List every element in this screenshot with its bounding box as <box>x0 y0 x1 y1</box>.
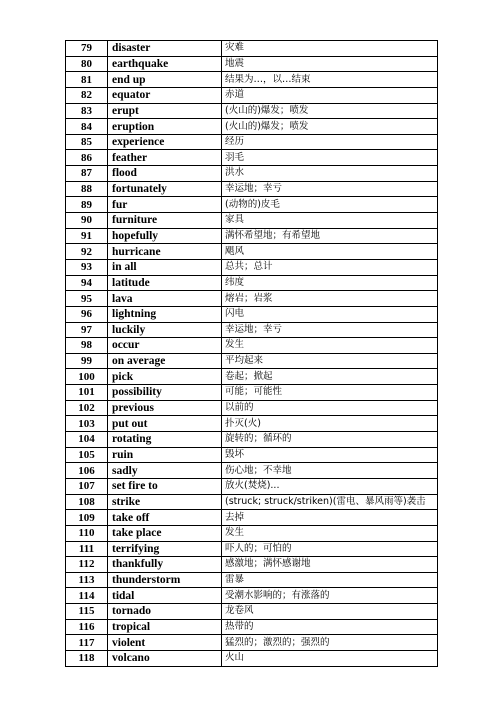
entry-number: 111 <box>66 541 108 557</box>
table-row <box>66 306 438 322</box>
entry-word: fur <box>108 197 222 213</box>
table-row <box>66 119 438 135</box>
entry-meaning: 羽毛 <box>222 150 438 166</box>
entry-word: thunderstorm <box>108 572 222 588</box>
entry-meaning: 总共；总计 <box>222 259 438 275</box>
table-row <box>66 432 438 448</box>
entry-word: terrifying <box>108 541 222 557</box>
entry-number: 92 <box>66 244 108 260</box>
entry-meaning: 以前的 <box>222 400 438 416</box>
entry-word: thankfully <box>108 557 222 573</box>
table-row <box>66 134 438 150</box>
entry-meaning: 去掉 <box>222 510 438 526</box>
table-row <box>66 494 438 510</box>
table-row <box>66 213 438 229</box>
entry-meaning: 幸运地；幸亏 <box>222 322 438 338</box>
entry-word: tornado <box>108 604 222 620</box>
entry-word: furniture <box>108 213 222 229</box>
entry-meaning: 飓风 <box>222 244 438 260</box>
entry-meaning: 龙卷风 <box>222 604 438 620</box>
table-row <box>66 478 438 494</box>
entry-number: 85 <box>66 134 108 150</box>
entry-number: 108 <box>66 494 108 510</box>
entry-meaning: 家具 <box>222 213 438 229</box>
entry-number: 112 <box>66 557 108 573</box>
entry-word: strike <box>108 494 222 510</box>
table-row <box>66 353 438 369</box>
entry-word: lava <box>108 291 222 307</box>
entry-meaning: 毁坏 <box>222 447 438 463</box>
entry-word: pick <box>108 369 222 385</box>
table-row <box>66 400 438 416</box>
entry-meaning: 经历 <box>222 134 438 150</box>
entry-number: 114 <box>66 588 108 604</box>
entry-number: 90 <box>66 213 108 229</box>
entry-number: 106 <box>66 463 108 479</box>
entry-meaning: (火山的)爆发；喷发 <box>222 103 438 119</box>
entry-meaning: (火山的)爆发；喷发 <box>222 119 438 135</box>
entry-meaning: 卷起；掀起 <box>222 369 438 385</box>
entry-word: tidal <box>108 588 222 604</box>
entry-word: experience <box>108 134 222 150</box>
table-row <box>66 541 438 557</box>
entry-number: 118 <box>66 650 108 666</box>
table-row <box>66 166 438 182</box>
entry-meaning: 熔岩；岩浆 <box>222 291 438 307</box>
table-row <box>66 244 438 260</box>
entry-meaning: 闪电 <box>222 306 438 322</box>
table-row <box>66 181 438 197</box>
table-row <box>66 150 438 166</box>
entry-number: 86 <box>66 150 108 166</box>
table-row <box>66 259 438 275</box>
entry-meaning: 猛烈的；激烈的；强烈的 <box>222 635 438 651</box>
entry-word: flood <box>108 166 222 182</box>
entry-meaning: (struck; struck/striken)(雷电、暴风雨等)袭击 <box>222 494 438 510</box>
entry-meaning: 受潮水影响的；有涨落的 <box>222 588 438 604</box>
entry-number: 102 <box>66 400 108 416</box>
entry-meaning: 灾难 <box>222 41 438 57</box>
entry-number: 98 <box>66 338 108 354</box>
table-row <box>66 557 438 573</box>
entry-number: 117 <box>66 635 108 651</box>
entry-number: 95 <box>66 291 108 307</box>
entry-meaning: 幸运地；幸亏 <box>222 181 438 197</box>
entry-word: earthquake <box>108 56 222 72</box>
entry-meaning: 感激地；满怀感谢地 <box>222 557 438 573</box>
entry-meaning: 洪水 <box>222 166 438 182</box>
entry-word: disaster <box>108 41 222 57</box>
entry-word: end up <box>108 72 222 88</box>
entry-meaning: 满怀希望地；有希望地 <box>222 228 438 244</box>
entry-meaning: 纬度 <box>222 275 438 291</box>
entry-word: tropical <box>108 619 222 635</box>
entry-word: in all <box>108 259 222 275</box>
entry-number: 97 <box>66 322 108 338</box>
entry-meaning: 发生 <box>222 338 438 354</box>
entry-meaning: 扑灭(火) <box>222 416 438 432</box>
entry-number: 81 <box>66 72 108 88</box>
table-row <box>66 604 438 620</box>
entry-word: erupt <box>108 103 222 119</box>
entry-meaning: 赤道 <box>222 87 438 103</box>
table-row <box>66 447 438 463</box>
entry-word: put out <box>108 416 222 432</box>
entry-meaning: 发生 <box>222 525 438 541</box>
entry-word: hopefully <box>108 228 222 244</box>
entry-number: 99 <box>66 353 108 369</box>
table-row <box>66 103 438 119</box>
entry-number: 89 <box>66 197 108 213</box>
entry-word: rotating <box>108 432 222 448</box>
entry-word: ruin <box>108 447 222 463</box>
entry-number: 105 <box>66 447 108 463</box>
vocabulary-table <box>65 40 438 667</box>
table-row <box>66 525 438 541</box>
entry-meaning: 火山 <box>222 650 438 666</box>
table-row <box>66 291 438 307</box>
entry-meaning: (动物的)皮毛 <box>222 197 438 213</box>
entry-word: lightning <box>108 306 222 322</box>
table-row <box>66 650 438 666</box>
entry-number: 84 <box>66 119 108 135</box>
entry-number: 80 <box>66 56 108 72</box>
entry-number: 93 <box>66 259 108 275</box>
entry-number: 82 <box>66 87 108 103</box>
entry-meaning: 结果为…，以…结束 <box>222 72 438 88</box>
entry-number: 109 <box>66 510 108 526</box>
table-row <box>66 588 438 604</box>
entry-meaning: 地震 <box>222 56 438 72</box>
entry-number: 87 <box>66 166 108 182</box>
entry-number: 88 <box>66 181 108 197</box>
table-row <box>66 228 438 244</box>
entry-word: volcano <box>108 650 222 666</box>
entry-word: equator <box>108 87 222 103</box>
entry-word: set fire to <box>108 478 222 494</box>
entry-meaning: 雷暴 <box>222 572 438 588</box>
entry-word: sadly <box>108 463 222 479</box>
entry-word: violent <box>108 635 222 651</box>
entry-word: fortunately <box>108 181 222 197</box>
entry-word: previous <box>108 400 222 416</box>
entry-number: 91 <box>66 228 108 244</box>
entry-meaning: 平均起来 <box>222 353 438 369</box>
vocabulary-table-body <box>66 41 438 667</box>
table-row <box>66 338 438 354</box>
entry-meaning: 旋转的；循环的 <box>222 432 438 448</box>
table-row <box>66 322 438 338</box>
entry-number: 116 <box>66 619 108 635</box>
entry-meaning: 吓人的；可怕的 <box>222 541 438 557</box>
table-row <box>66 197 438 213</box>
table-row <box>66 72 438 88</box>
entry-word: occur <box>108 338 222 354</box>
entry-word: feather <box>108 150 222 166</box>
entry-number: 94 <box>66 275 108 291</box>
table-row <box>66 635 438 651</box>
entry-number: 113 <box>66 572 108 588</box>
entry-word: take off <box>108 510 222 526</box>
table-row <box>66 369 438 385</box>
entry-word: hurricane <box>108 244 222 260</box>
table-row <box>66 41 438 57</box>
entry-number: 101 <box>66 385 108 401</box>
entry-number: 103 <box>66 416 108 432</box>
entry-meaning: 热带的 <box>222 619 438 635</box>
entry-word: on average <box>108 353 222 369</box>
entry-meaning: 放火(焚烧)... <box>222 478 438 494</box>
table-row <box>66 416 438 432</box>
entry-word: eruption <box>108 119 222 135</box>
entry-number: 100 <box>66 369 108 385</box>
entry-word: luckily <box>108 322 222 338</box>
table-row <box>66 87 438 103</box>
entry-word: take place <box>108 525 222 541</box>
table-row <box>66 385 438 401</box>
entry-number: 115 <box>66 604 108 620</box>
entry-number: 110 <box>66 525 108 541</box>
table-row <box>66 510 438 526</box>
entry-number: 107 <box>66 478 108 494</box>
table-row <box>66 275 438 291</box>
table-row <box>66 56 438 72</box>
table-row <box>66 463 438 479</box>
entry-number: 104 <box>66 432 108 448</box>
entry-word: possibility <box>108 385 222 401</box>
entry-number: 96 <box>66 306 108 322</box>
entry-meaning: 伤心地；不幸地 <box>222 463 438 479</box>
entry-number: 83 <box>66 103 108 119</box>
table-row <box>66 572 438 588</box>
entry-meaning: 可能；可能性 <box>222 385 438 401</box>
table-row <box>66 619 438 635</box>
entry-word: latitude <box>108 275 222 291</box>
entry-number: 79 <box>66 41 108 57</box>
